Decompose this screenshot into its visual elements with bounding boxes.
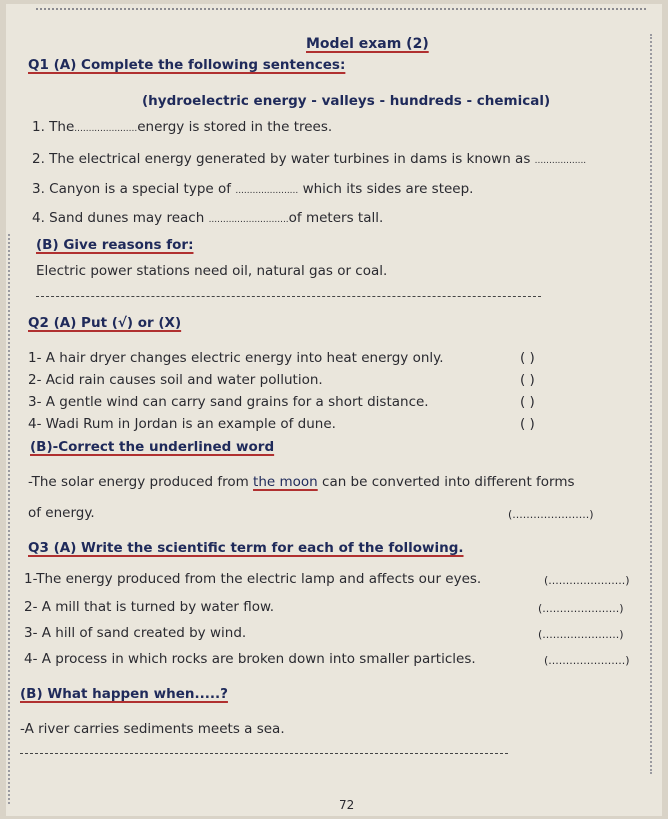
q2-item-2-text: 2- Acid rain causes soil and water pollution. xyxy=(28,372,323,388)
q2-b-underlined-word: the moon xyxy=(253,474,318,490)
q1-item-4-pre: 4. Sand dunes may reach xyxy=(32,210,205,226)
q2-item-4-text: 4- Wadi Rum in Jordan is an example of dune. xyxy=(28,416,336,432)
left-dotted-border xyxy=(8,234,10,804)
q1-item-3-pre: 3. Canyon is a special type of xyxy=(32,181,232,197)
q2-b-post: can be converted into different forms xyxy=(322,474,575,490)
q2-b-sentence xyxy=(28,473,575,491)
q3-item-2-text: 2- A mill that is turned by water flow. xyxy=(24,599,275,615)
q3-item-3-text: 3- A hill of sand created by wind. xyxy=(24,625,247,641)
q1-item-1-post: energy is stored in the trees. xyxy=(137,119,333,135)
q1-item-1-blank[interactable]: ...................... xyxy=(74,124,138,134)
q1-item-4-post: of meters tall. xyxy=(288,210,384,226)
q1-item-2 xyxy=(32,150,586,170)
q3-item-2-answer[interactable]: (......................) xyxy=(538,602,624,615)
right-dotted-border xyxy=(650,34,652,774)
q2-item-3-mark[interactable]: ( ) xyxy=(520,394,535,410)
q1-item-3 xyxy=(32,180,473,200)
q3-b-answer-line[interactable] xyxy=(20,753,508,754)
q1-item-2-blank[interactable]: .................. xyxy=(534,156,587,166)
q1-b-heading: (B) Give reasons for: xyxy=(36,237,194,253)
q1-item-3-blank[interactable]: ...................... xyxy=(235,186,299,196)
q1-heading: Q1 (A) Complete the following sentences: xyxy=(28,57,346,73)
q1-word-bank: (hydroelectric energy - valleys - hundreds - chemical) xyxy=(142,93,551,109)
q1-item-2-pre: 2. The electrical energy generated by water turbines in dams is known as xyxy=(32,151,531,167)
q2-item-2-mark[interactable]: ( ) xyxy=(520,372,535,388)
q3-item-1-text: 1-The energy produced from the electric lamp and affects our eyes. xyxy=(24,571,482,587)
q2-b-heading: (B)-Correct the underlined word xyxy=(30,439,275,455)
q2-b-pre: -The solar energy produced from xyxy=(28,474,249,490)
q2-item-1-text: 1- A hair dryer changes electric energy into heat energy only. xyxy=(28,350,444,366)
q3-b-heading: (B) What happen when.....? xyxy=(20,686,228,702)
q3-heading: Q3 (A) Write the scientific term for each of the following. xyxy=(28,540,464,556)
q1-item-4 xyxy=(32,209,383,229)
q1-b-statement: Electric power stations need oil, natural gas or coal. xyxy=(36,263,388,279)
q2-b-line2: of energy. xyxy=(28,505,95,521)
q2-heading: Q2 (A) Put (√) or (X) xyxy=(28,315,182,331)
q3-item-1-answer[interactable]: (......................) xyxy=(544,574,630,587)
q2-item-1-mark[interactable]: ( ) xyxy=(520,350,535,366)
q3-item-3-answer[interactable]: (......................) xyxy=(538,628,624,641)
q1-item-4-blank[interactable]: ............................ xyxy=(208,215,289,225)
top-dotted-border xyxy=(36,8,646,10)
q2-item-4-mark[interactable]: ( ) xyxy=(520,416,535,432)
q1-item-1-pre: 1. The xyxy=(32,119,75,135)
page-number: 72 xyxy=(339,798,355,812)
q2-b-answer[interactable]: (......................) xyxy=(508,508,594,521)
exam-page xyxy=(6,4,662,816)
q3-b-statement: -A river carries sediments meets a sea. xyxy=(20,721,285,737)
q1-item-1 xyxy=(32,118,332,138)
q1-item-3-post: which its sides are steep. xyxy=(302,181,474,197)
page-title: Model exam (2) xyxy=(306,36,429,52)
q3-item-4-text: 4- A process in which rocks are broken down into smaller particles. xyxy=(24,651,476,667)
q1-b-answer-line[interactable] xyxy=(36,296,541,297)
q2-item-3-text: 3- A gentle wind can carry sand grains for a short distance. xyxy=(28,394,429,410)
q3-item-4-answer[interactable]: (......................) xyxy=(544,654,630,667)
